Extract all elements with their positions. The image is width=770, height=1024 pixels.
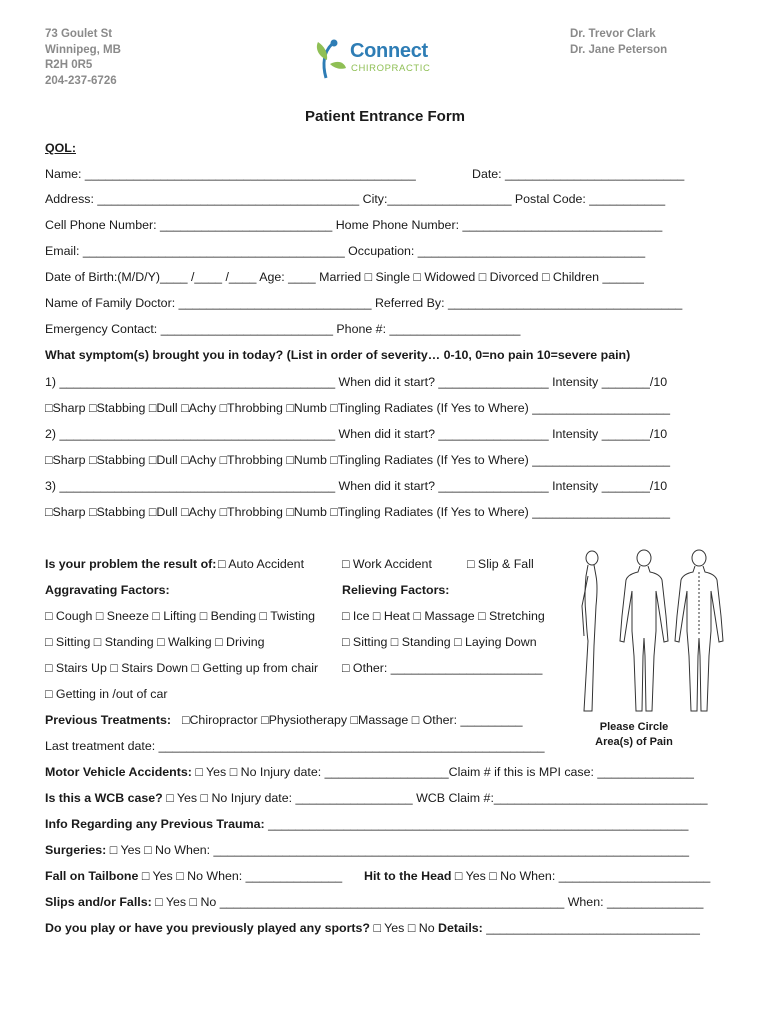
surgeries-field[interactable] [45,842,689,858]
dob-marital-field[interactable]: Date of Birth:(M/D/Y)____ /____ /____ Age: ____ Married □ Single □ Widowed □ Divorced □ Children ______ [45,270,644,284]
address-street: 73 Goulet St [45,28,113,40]
mva-label: Motor Vehicle Accidents: [45,765,192,779]
logo-name: Connect [350,40,428,62]
hit-head-label: Hit to the Head [364,869,452,883]
slips-falls-field[interactable] [45,894,703,910]
symptom-2-line[interactable]: 2) ________________________________________ When did it start? ________________ Intensity _______/10 [45,427,668,441]
date-field[interactable]: Date: __________________________ [472,167,685,181]
previous-treatments-options[interactable]: □Chiropractor □Physiotherapy □Massage □ Other: _________ [182,713,523,727]
hit-head-options[interactable]: □ Yes □ No When: ______________________ [451,869,711,883]
symptom-heading: What symptom(s) brought you in today? (List in order of severity… 0-10, 0=no pain 10=severe pain) [45,348,631,362]
last-treatment-field[interactable]: Last treatment date: ________________________________________________________ [45,739,545,753]
symptom-1-line[interactable]: 1) ________________________________________ When did it start? ________________ Intensity _______/10 [45,375,668,389]
aggravating-row-4[interactable]: □ Getting in /out of car [45,687,168,701]
sports-field[interactable] [45,920,700,936]
clinic-logo [312,38,430,80]
sports-label: Do you play or have you previously played any sports? [45,921,371,935]
hit-head-field[interactable] [364,868,710,884]
doctor-1: Dr. Trevor Clark [570,28,656,40]
trauma-field[interactable] [45,816,688,832]
previous-treatments-label: Previous Treatments: [45,713,172,727]
relieving-row-3[interactable]: □ Other: ______________________ [342,661,543,675]
wcb-options[interactable]: □ Yes □ No Injury date: _________________ WCB Claim #:_______________________________ [162,791,708,805]
tailbone-label: Fall on Tailbone [45,869,139,883]
surgeries-options[interactable]: □ Yes □ No When: _____________________________________________________________________ [106,843,690,857]
circle-note-line-1: Please Circle [599,721,669,733]
slips-falls-label: Slips and/or Falls: [45,895,152,909]
email-field[interactable]: Email: ______________________________________ Occupation: _________________________________ [45,244,646,258]
symptom-1-types[interactable]: □Sharp □Stabbing □Dull □Achy □Throbbing □Numb □Tingling Radiates (If Yes to Where) ____________________ [45,401,671,415]
name-field[interactable]: Name: ________________________________________________ [45,167,416,181]
relieving-label: Relieving Factors: [342,583,450,597]
relieving-row-1[interactable]: □ Ice □ Heat □ Massage □ Stretching [342,609,545,623]
aggravating-row-2[interactable]: □ Sitting □ Standing □ Walking □ Driving [45,635,265,649]
problem-label: Is your problem the result of: [45,557,217,571]
emergency-contact-field[interactable]: Emergency Contact: _________________________ Phone #: ___________________ [45,322,521,336]
work-accident-checkbox[interactable]: □ Work Accident [342,557,432,571]
relieving-row-2[interactable]: □ Sitting □ Standing □ Laying Down [342,635,537,649]
wcb-label: Is this a WCB case? [45,791,163,805]
auto-accident-checkbox[interactable]: □ Auto Accident [218,557,305,571]
mva-options[interactable]: □ Yes □ No Injury date: __________________Claim # if this is MPI case: ______________ [191,765,694,779]
qol-label: QOL: [45,141,76,155]
slip-fall-checkbox[interactable]: □ Slip & Fall [467,557,534,571]
doctor-2: Dr. Jane Peterson [570,43,668,56]
clinic-address [45,27,121,89]
body-diagram-icon[interactable] [574,546,724,718]
aggravating-row-3[interactable]: □ Stairs Up □ Stairs Down □ Getting up from chair [45,661,319,675]
details-blank[interactable]: _______________________________ [482,921,700,935]
form-title: Patient Entrance Form [304,108,466,125]
trauma-blank[interactable]: _____________________________________________________________ [264,817,689,831]
circle-note-line-2: Area(s) of Pain [595,736,673,748]
logo-subtitle: CHIROPRACTIC [351,63,431,74]
leaf-person-icon [312,38,348,80]
tailbone-field[interactable] [45,868,342,884]
address-postal: R2H 0R5 [45,59,93,71]
sports-options[interactable]: □ Yes □ No [370,921,439,935]
family-doctor-field[interactable]: Name of Family Doctor: ____________________________ Referred By: __________________________________ [45,296,683,310]
slips-falls-options[interactable]: □ Yes □ No __________________________________________________ When: ______________ [151,895,704,909]
wcb-field[interactable] [45,790,708,806]
address-phone: 204-237-6726 [45,74,117,87]
doctor-names [570,27,667,58]
phone-field[interactable]: Cell Phone Number: _________________________ Home Phone Number: _____________________________ [45,218,663,232]
address-city: Winnipeg, MB [45,43,121,56]
symptom-3-types[interactable]: □Sharp □Stabbing □Dull □Achy □Throbbing □Numb □Tingling Radiates (If Yes to Where) ____________________ [45,505,671,519]
aggravating-row-1[interactable]: □ Cough □ Sneeze □ Lifting □ Bending □ Twisting [45,609,316,623]
symptom-3-line[interactable]: 3) ________________________________________ When did it start? ________________ Intensity _______/10 [45,479,668,493]
trauma-label: Info Regarding any Previous Trauma: [45,817,265,831]
aggravating-label: Aggravating Factors: [45,583,170,597]
circle-pain-note [574,720,694,750]
surgeries-label: Surgeries: [45,843,107,857]
symptom-2-types[interactable]: □Sharp □Stabbing □Dull □Achy □Throbbing □Numb □Tingling Radiates (If Yes to Where) ____________________ [45,453,671,467]
details-label: Details: [438,921,483,935]
tailbone-options[interactable]: □ Yes □ No When: ______________ [138,869,343,883]
mva-field[interactable] [45,764,694,780]
address-field[interactable]: Address: ______________________________________ City:__________________ Postal Code: ___________ [45,192,666,206]
